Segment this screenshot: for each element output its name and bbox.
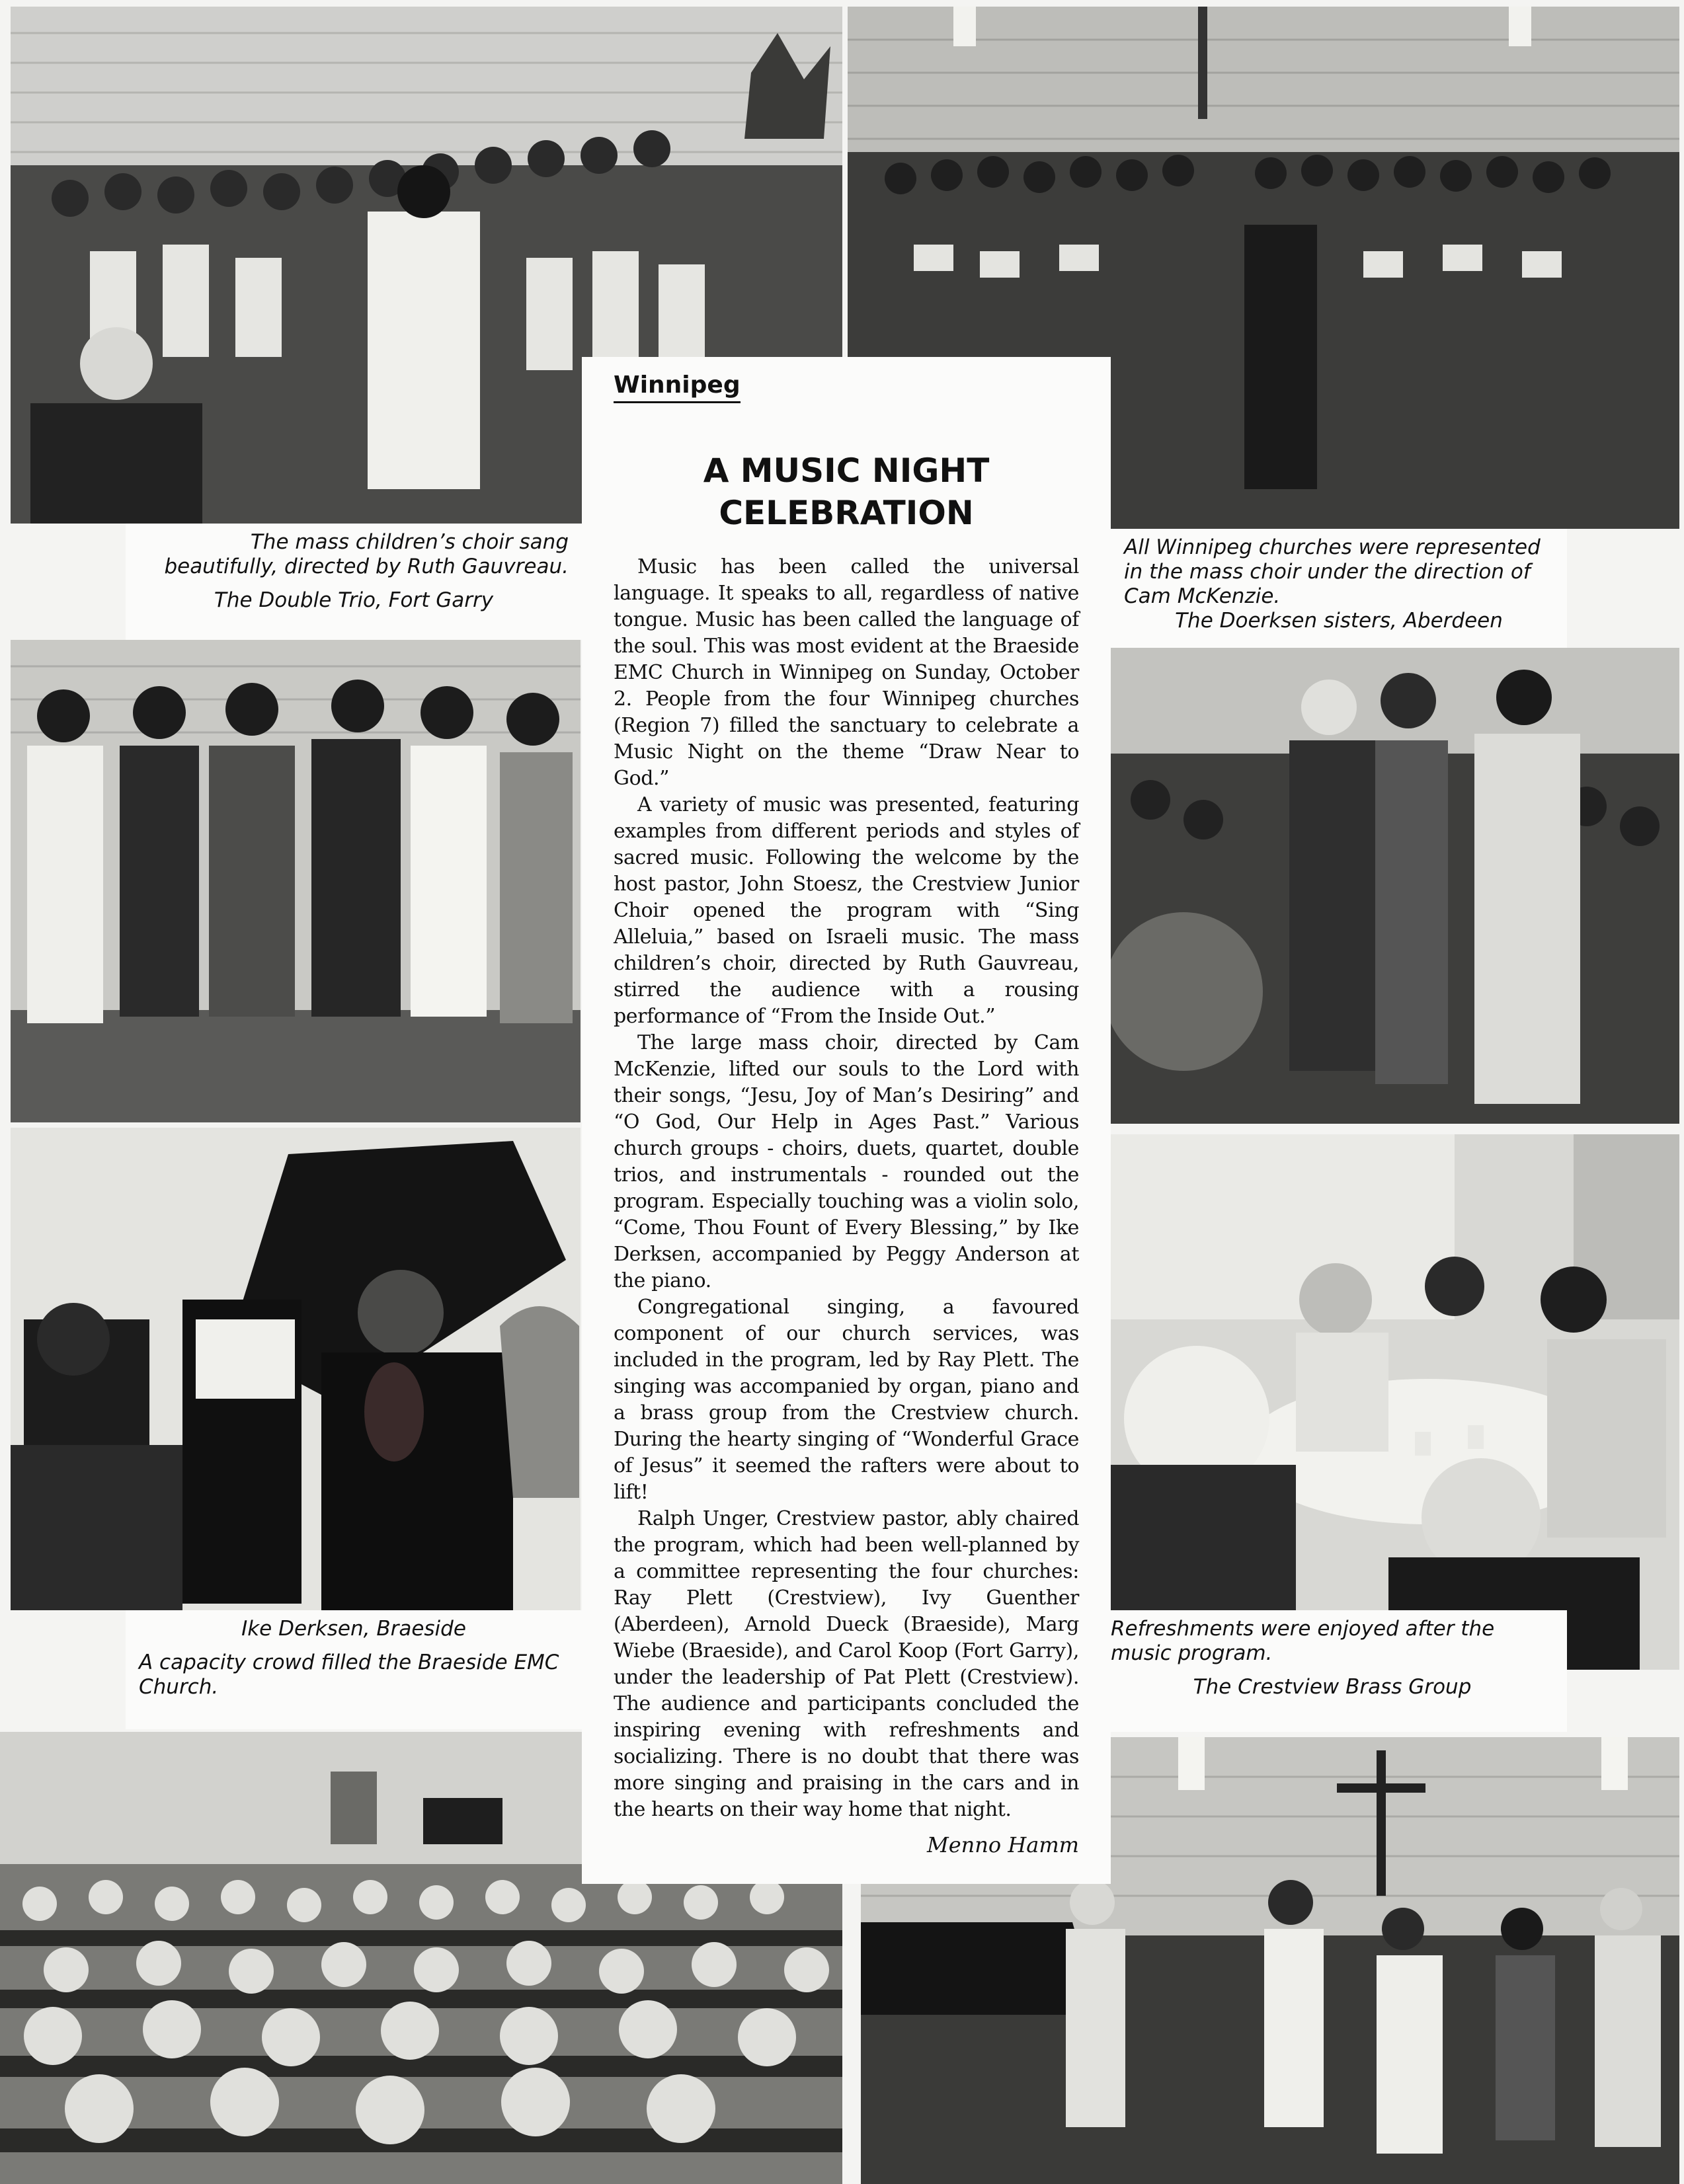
caption-mass-choir — [1111, 529, 1567, 648]
caption-childrens-choir-text: The mass children’s choir sang beautifully, directed by Ruth Gauvreau. — [164, 530, 569, 578]
photo-double-trio — [11, 640, 581, 1122]
article-paragraph: The large mass choir, directed by Cam McKenzie, lifted our souls to the Lord with their songs, “Jesu, Joy of Man’s Desiring” and “O God, Our Help in Ages Past.” Various church groups - choirs, duets, quartet, double trios, and instrumentals - rounded out the program. Especially touching was a violin solo, “Come, Thou Fount of Every Blessing,” by Ike Derksen, accompanied by Peggy Anderson at the piano. — [614, 1031, 1079, 1292]
caption-brass-group: The Crestview Brass Group — [1193, 1675, 1472, 1699]
headline-line-1: A MUSIC NIGHT — [703, 451, 990, 490]
caption-double-trio: The Double Trio, Fort Garry — [214, 588, 494, 612]
article-headline — [614, 449, 1079, 534]
caption-refreshments-brass — [1098, 1610, 1567, 1732]
caption-ike-crowd — [126, 1610, 582, 1729]
caption-mass-choir-text: All Winnipeg churches were represented in the mass choir under the direction of Cam McKenzie. — [1124, 535, 1541, 608]
article-byline: Menno Hamm — [926, 1832, 1079, 1857]
section-kicker: Winnipeg — [614, 371, 741, 403]
article-paragraph: A variety of music was presented, featuring examples from different periods and styles of sacred music. Following the welcome by the host pastor, John Stoesz, the Crestview Junior Choir opened the program with “Sing Alleluia,” based on Israeli music. The mass children’s choir, directed by Ruth Gauvreau, stirred the audience with a rousing performance of “From the Inside Out.” — [614, 793, 1079, 1028]
caption-ike-derksen: Ike Derksen, Braeside — [241, 1617, 466, 1641]
article-paragraph: Congregational singing, a favoured component of our church services, was included in the program, led by Ray Plett. The singing was accompanied by organ, piano and a brass group from the Crestview church. During the hearty singing of “Wonderful Grace of Jesus” it seemed the rafters were about to lift! — [614, 1296, 1079, 1504]
article-paragraph: Music has been called the universal language. It speaks to all, regardless of native tongue. Music has been called the language of the soul. This was most evident at the Braeside EMC Church in Winnipeg on Sunday, October 2. People from the four Winnipeg churches (Region 7) filled the sanctuary to celebrate a Music Night on the theme “Draw Near to God.” — [614, 555, 1079, 790]
photo-doerksen-sisters — [1111, 648, 1679, 1124]
caption-childrens-choir — [126, 524, 582, 640]
headline-line-2: CELEBRATION — [719, 494, 974, 532]
article-column — [582, 357, 1111, 1884]
article-paragraph: Ralph Unger, Crestview pastor, ably chaired the program, which had been well-planned by a committee representing the four churches: Ray Plett (Crestview), Ivy Guenther (Aberdeen), Arnold Dueck (Braeside), Marg Wiebe (Braeside), and Carol Koop (Fort Garry), under the leadership of Pat Plett (Crestview). The audience and participants concluded the inspiring evening with refreshments and socializing. There is no doubt that there was more singing and praising in the cars and in the hearts on their way home that night. — [614, 1507, 1079, 1821]
caption-doerksen-sisters: The Doerksen sisters, Aberdeen — [1175, 609, 1503, 633]
caption-refreshments: Refreshments were enjoyed after the music program. — [1111, 1617, 1495, 1665]
photo-refreshments — [1111, 1134, 1679, 1670]
caption-capacity-crowd: A capacity crowd filled the Braeside EMC Church. — [139, 1651, 559, 1699]
photo-ike-derksen — [11, 1128, 581, 1610]
